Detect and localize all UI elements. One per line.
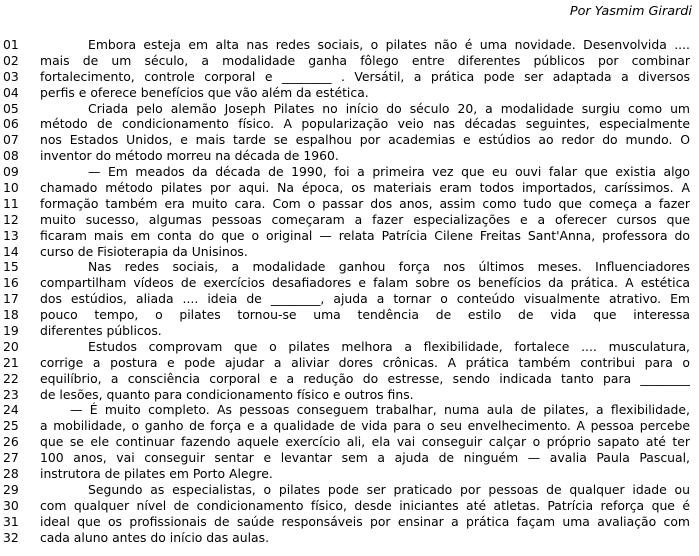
text-line bbox=[0, 101, 699, 117]
line-text: formação também era muito cara. Com o passar dos anos, assim como tudo que começa a fazer bbox=[40, 195, 690, 211]
line-number: 17 bbox=[3, 291, 19, 307]
author-byline: Por Yasmim Girardi bbox=[569, 4, 692, 19]
line-text: ideal que os profissionais de saúde responsáveis por ensinar a prática façam uma avaliação com bbox=[40, 513, 690, 529]
line-text: Nas redes sociais, a modalidade ganhou força nos últimos meses. Influenciadores bbox=[88, 259, 690, 275]
line-number: 29 bbox=[3, 481, 19, 497]
line-text: instrutora de pilates em Porto Alegre. bbox=[40, 466, 273, 482]
line-number: 12 bbox=[3, 211, 19, 227]
line-text: a mobilidade, o ganho de força e a qualidade de vida para o seu envelhecimento. A pessoa percebe bbox=[40, 418, 690, 434]
text-line bbox=[0, 402, 699, 418]
text-line bbox=[0, 530, 699, 546]
text-line bbox=[0, 434, 699, 450]
text-line bbox=[0, 418, 699, 434]
line-text: Embora esteja em alta nas redes sociais, o pilates não é uma novidade. Desenvolvida .... bbox=[88, 37, 690, 52]
line-text: chamado método pilates por aqui. Na época, os materiais eram todos importados, caríssimos. A bbox=[40, 180, 690, 196]
line-number: 14 bbox=[3, 243, 19, 259]
text-line bbox=[0, 180, 699, 196]
text-line bbox=[0, 291, 699, 307]
line-number: 24 bbox=[3, 402, 19, 418]
line-text: que se ele continuar fazendo aquele exercício ali, ela vai conseguir calçar o próprio sapato até ter bbox=[40, 434, 690, 450]
line-text: — É muito completo. As pessoas conseguem trabalhar, numa aula de pilates, a flexibilidade, bbox=[70, 402, 690, 418]
text-line bbox=[0, 323, 699, 339]
line-text: Criada pelo alemão Joseph Pilates no início do século 20, a modalidade surgiu como um bbox=[88, 100, 690, 116]
line-text: mais de um século, a modalidade ganha fôlego entre diferentes públicos por combinar bbox=[40, 52, 690, 68]
text-line bbox=[0, 164, 699, 180]
line-text: perfis e oferece benefícios que vão além da estética. bbox=[40, 84, 369, 100]
line-number: 19 bbox=[3, 323, 19, 339]
text-line bbox=[0, 116, 699, 132]
text-line bbox=[0, 132, 699, 148]
line-number: 18 bbox=[3, 307, 19, 323]
line-text: curso de Fisioterapia da Unisinos. bbox=[40, 243, 248, 259]
line-number: 15 bbox=[3, 259, 19, 275]
line-text: — Em meados da década de 1990, foi a primeira vez que eu ouvi falar que existia algo bbox=[88, 164, 690, 180]
text-line bbox=[0, 371, 699, 387]
text-line bbox=[0, 244, 699, 260]
text-line bbox=[0, 514, 699, 530]
line-number: 32 bbox=[3, 529, 19, 545]
line-number: 16 bbox=[3, 275, 19, 291]
line-number: 09 bbox=[3, 164, 19, 180]
line-text: ficaram mais em conta do que o original — relata Patrícia Cilene Freitas Sant'Anna, professora do bbox=[40, 227, 690, 243]
line-number: 07 bbox=[3, 132, 19, 148]
line-text: com qualquer nível de condicionamento físico, desde iniciantes até atletas. Patrícia reforça que é bbox=[40, 497, 690, 513]
line-number: 20 bbox=[3, 338, 19, 354]
text-line bbox=[0, 339, 699, 355]
line-number: 05 bbox=[3, 100, 19, 116]
line-number: 22 bbox=[3, 370, 19, 386]
text-line bbox=[0, 482, 699, 498]
line-text: compartilham vídeos de exercícios desafiadores e falam sobre os benefícios da prática. A estética bbox=[40, 275, 690, 291]
text-line bbox=[0, 387, 699, 403]
line-text: Segundo as especialistas, o pilates pode ser praticado por pessoas de qualquer idade ou bbox=[88, 481, 690, 497]
text-line bbox=[0, 355, 699, 371]
line-text: corrige a postura e pode ajudar a aliviar dores crônicas. A prática também contribui para o bbox=[40, 354, 690, 370]
text-line bbox=[0, 53, 699, 69]
line-number: 23 bbox=[3, 386, 19, 402]
line-number: 30 bbox=[3, 497, 19, 513]
text-line bbox=[0, 212, 699, 228]
line-text: cada aluno antes do início das aulas. bbox=[40, 529, 270, 545]
line-text: 100 anos, vai conseguir sentar e levantar sem a ajuda de ninguém — avalia Paula Pascual, bbox=[40, 450, 690, 466]
line-number: 03 bbox=[3, 68, 19, 84]
text-line bbox=[0, 37, 699, 53]
line-number: 06 bbox=[3, 116, 19, 132]
line-number: 21 bbox=[3, 354, 19, 370]
text-line bbox=[0, 85, 699, 101]
line-text: fortalecimento, controle corporal e ________ . Versátil, a prática pode ser adaptada a diversos bbox=[40, 68, 690, 84]
text-line bbox=[0, 498, 699, 514]
text-line bbox=[0, 307, 699, 323]
line-text: de lesões, quanto para condicionamento físico e outros fins. bbox=[40, 386, 414, 402]
text-line bbox=[0, 466, 699, 482]
text-line bbox=[0, 196, 699, 212]
line-number: 26 bbox=[3, 434, 19, 450]
line-number: 10 bbox=[3, 180, 19, 196]
line-text: equilíbrio, a consciência corporal e a redução do estresse, sendo indicada tanto para ________ bbox=[40, 370, 690, 386]
line-number: 31 bbox=[3, 513, 19, 529]
line-number: 25 bbox=[3, 418, 19, 434]
text-line bbox=[0, 450, 699, 466]
text-line bbox=[0, 148, 699, 164]
line-number: 11 bbox=[3, 195, 19, 211]
text-line bbox=[0, 69, 699, 85]
line-number: 27 bbox=[3, 450, 19, 466]
line-number: 04 bbox=[3, 84, 19, 100]
line-text: diferentes públicos. bbox=[40, 323, 162, 339]
line-text: dos estúdios, aliada .... ideia de ________, ajuda a tornar o conteúdo visualmente atrativo. Em bbox=[40, 291, 690, 307]
text-line bbox=[0, 259, 699, 275]
line-text: Estudos comprovam que o pilates melhora a flexibilidade, fortalece .... musculatura, bbox=[88, 338, 690, 354]
line-number: 13 bbox=[3, 227, 19, 243]
text-line bbox=[0, 275, 699, 291]
line-text: muito sucesso, algumas pessoas começaram a fazer especializações e a oferecer cursos que bbox=[40, 211, 690, 227]
article-body bbox=[0, 37, 699, 546]
line-number: 02 bbox=[3, 52, 19, 68]
line-text: método de condicionamento físico. A popularização veio nas décadas seguintes, especialmente bbox=[40, 116, 690, 132]
line-number: 28 bbox=[3, 466, 19, 482]
line-number: 01 bbox=[3, 37, 19, 52]
line-text: pouco tempo, o pilates tornou-se uma tendência de estilo de vida que interessa bbox=[40, 307, 690, 323]
line-number: 08 bbox=[3, 148, 19, 164]
text-line bbox=[0, 228, 699, 244]
line-text: nos Estados Unidos, e mais tarde se espalhou por academias e estúdios ao redor do mundo. O bbox=[40, 132, 690, 148]
line-text: inventor do método morreu na década de 1960. bbox=[40, 148, 339, 164]
